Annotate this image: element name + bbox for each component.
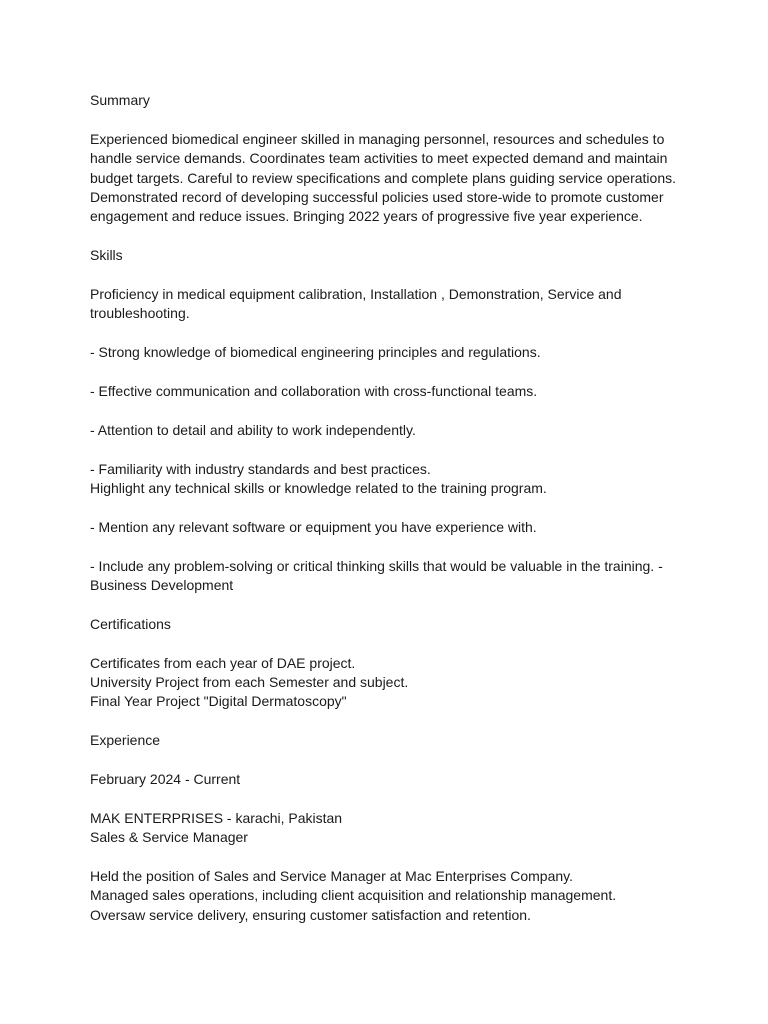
skill-item: - Attention to detail and ability to work independently. xyxy=(90,421,416,438)
summary-text: Experienced biomedical engineer skilled in managing personnel, resources and schedules to handle service demands. Coordinates team activities to meet expected demand and maintain budget targets. Careful to review specifications and complete plans guiding service operations. Demonstrated record of developing successful policies used store-wide to promote customer engagement and reduce issues. Bringing 2022 years of progressive five year experience. xyxy=(90,130,676,225)
resume-content xyxy=(90,91,690,925)
skills-heading: Skills xyxy=(90,247,123,264)
skill-item: - Mention any relevant software or equipment you have experience with. xyxy=(90,518,537,535)
skills-intro: Proficiency in medical equipment calibration, Installation , Demonstration, Service and troubleshooting. xyxy=(90,286,622,322)
certifications-heading: Certifications xyxy=(90,615,171,632)
certifications-text: Certificates from each year of DAE project. University Project from each Semester and subject. Final Year Project "Digital Dermatoscopy" xyxy=(90,654,409,710)
experience-company-role: MAK ENTERPRISES - karachi, Pakistan Sales & Service Manager xyxy=(90,809,343,846)
experience-details: Held the position of Sales and Service Manager at Mac Enterprises Company. Managed sales operations, including client acquisition and relationship management. Oversaw service delivery, ensuring customer satisfaction and retention. xyxy=(90,868,617,923)
summary-heading: Summary xyxy=(90,92,150,108)
experience-dates: February 2024 - Current xyxy=(90,771,241,788)
experience-heading: Experience xyxy=(90,732,161,749)
skill-item: - Strong knowledge of biomedical engineering principles and regulations. xyxy=(90,344,541,361)
skill-item: - Effective communication and collaboration with cross-functional teams. xyxy=(90,383,538,400)
skill-item: - Familiarity with industry standards and best practices. Highlight any technical skills or knowledge related to the training program. xyxy=(90,460,547,497)
skill-item: - Include any problem-solving or critical thinking skills that would be valuable in the training. - Business Development xyxy=(90,557,663,594)
